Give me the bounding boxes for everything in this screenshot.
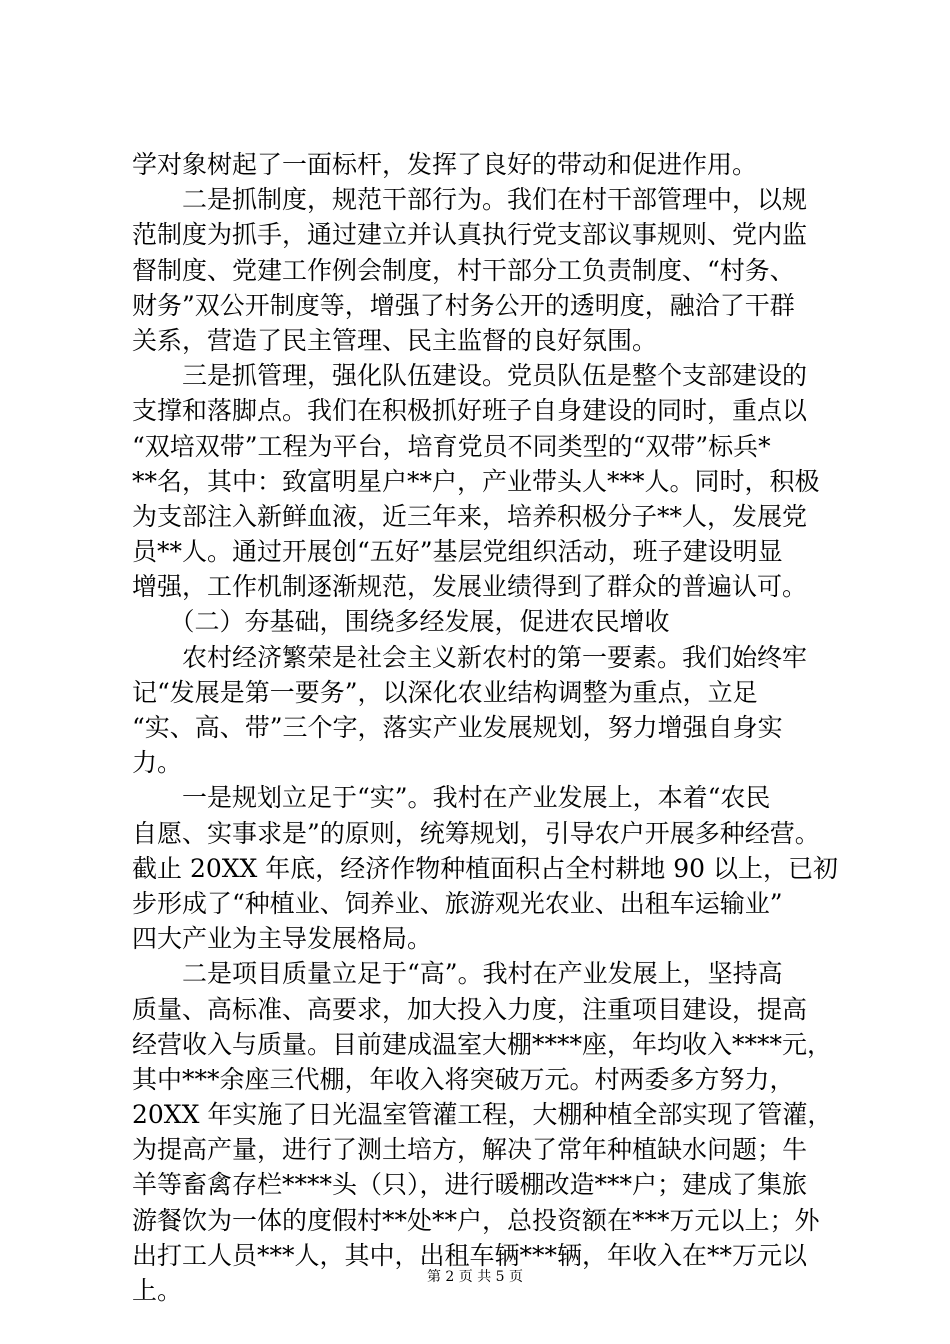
text-line: 羊等畜禽存栏****头（只），进行暖棚改造***户；建成了集旅	[132, 1170, 808, 1200]
text-line: 农村经济繁荣是社会主义新农村的第一要素。我们始终牢	[132, 642, 808, 672]
text-line: 一是规划立足于“实”。我村在产业发展上，本着“农民	[132, 783, 771, 813]
text-line: 范制度为抓手，通过建立并认真执行党支部议事规则、党内监	[132, 220, 808, 250]
text-line: 二是抓制度，规范干部行为。我们在村干部管理中，以规	[132, 185, 808, 215]
text-line: 记“发展是第一要务”，以深化农业结构调整为重点，立足	[132, 677, 758, 707]
page-number-footer: 第 2 页 共 5 页	[426, 1269, 524, 1285]
text-line: 力。	[132, 748, 183, 778]
text-line: 为支部注入新鲜血液，近三年来，培养积极分子**人，发展党	[132, 501, 808, 531]
text-line: “双培双带”工程为平台，培育党员不同类型的“双带”标兵*	[132, 431, 771, 461]
text-line: 20XX 年实施了日光温室管灌工程，大棚种植全部实现了管灌，	[132, 1100, 833, 1130]
text-line: 员**人。通过开展创“五好”基层党组织活动，班子建设明显	[132, 537, 783, 567]
text-line: 经营收入与质量。目前建成温室大棚****座，年均收入****元，	[132, 1029, 833, 1059]
text-line: 督制度、党建工作例会制度，村干部分工负责制度、“村务、	[132, 255, 795, 285]
text-line: 出打工人员***人，其中，出租车辆***辆，年收入在**万元以	[132, 1240, 808, 1270]
text-line: 为提高产量，进行了测土培方，解决了常年种植缺水问题；牛	[132, 1135, 808, 1165]
text-line: 步形成了“种植业、饲养业、旅游观光农业、出租车运输业”	[132, 888, 783, 918]
text-line: 游餐饮为一体的度假村**处**户，总投资额在***万元以上；外	[132, 1205, 820, 1235]
text-line: 财务”双公开制度等，增强了村务公开的透明度，融洽了干群	[132, 290, 795, 320]
text-line: 四大产业为主导发展格局。	[132, 924, 433, 954]
text-line: 增强，工作机制逐渐规范，发展业绩得到了群众的普遍认可。	[132, 572, 808, 602]
text-line: **名，其中：致富明星户**户，产业带头人***人。同时，积极	[132, 466, 820, 496]
text-line: 截止 20XX 年底，经济作物种植面积占全村耕地 90 以上，已初	[132, 853, 839, 883]
text-line: 二是项目质量立足于“高”。我村在产业发展上，坚持高	[132, 959, 783, 989]
text-line: 学对象树起了一面标杆，发挥了良好的带动和促进作用。	[132, 150, 758, 179]
text-line: 上。	[132, 1276, 183, 1305]
text-line: “实、高、带”三个字，落实产业发展规划，努力增强自身实	[132, 713, 783, 742]
text-line: 支撑和落脚点。我们在积极抓好班子自身建设的同时，重点以	[132, 396, 808, 426]
text-line: 其中***余座三代棚，年收入将突破万元。村两委多方努力，	[132, 1064, 795, 1094]
text-line: 三是抓管理，强化队伍建设。党员队伍是整个支部建设的	[132, 361, 808, 391]
text-line: 质量、高标准、高要求，加大投入力度，注重项目建设，提高	[132, 994, 808, 1024]
text-line: 关系，营造了民主管理、民主监督的良好氛围。	[132, 325, 658, 355]
text-line: 自愿、实事求是”的原则，统筹规划，引导农户开展多种经营。	[132, 818, 820, 848]
document-body	[132, 147, 842, 1308]
section-heading: （二）夯基础，围绕多经发展，促进农民增收	[132, 607, 670, 637]
